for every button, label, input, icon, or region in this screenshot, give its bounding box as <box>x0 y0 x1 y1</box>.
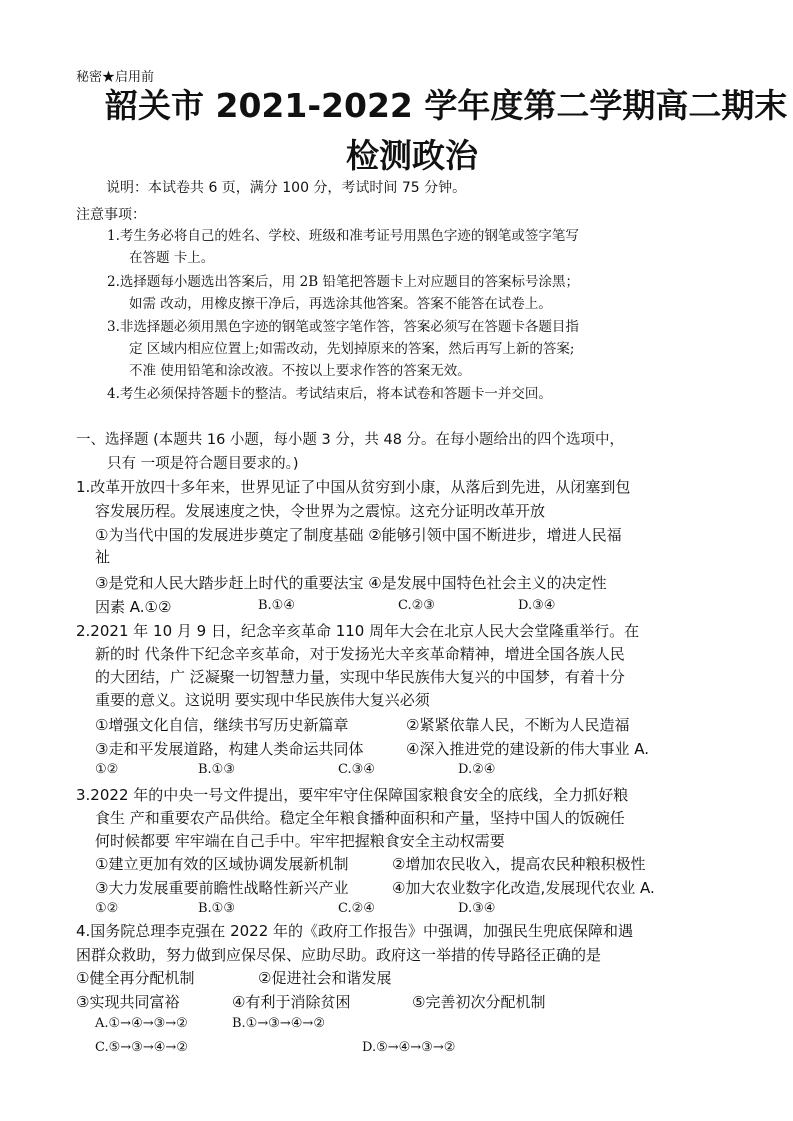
note-line: 3.非选择题必须用黑色字迹的钢笔或签字笔作答，答案必须写在答题卡各题目指 <box>107 319 579 335</box>
question-2-line: 新的时 代条件下纪念辛亥革命，对于发扬光大辛亥革命精神，增进全国各族人民 <box>95 645 625 663</box>
question-1-line: 1.改革开放四十多年来，世界见证了中国从贫穷到小康，从落后到先进，从闭塞到包 <box>76 478 631 496</box>
page-title: 韶关市 2021-2022 学年度第二学期高二期末 <box>105 86 788 125</box>
question-4-line: 4.国务院总理李克强在 2022 年的《政府工作报告》中强调，加强民生兜底保障和遇 <box>76 922 634 940</box>
question-4-choice-c: C.⑤→③→④→② <box>95 1040 188 1055</box>
note-line: 2.选择题每小题选出答案后，用 2B 铅笔把答题卡上对应题目的答案标号涂黑； <box>107 274 579 290</box>
question-2-option: ②紧紧依靠人民，不断为人民造福 <box>406 716 630 734</box>
note-line: 1.考生务必将自己的姓名、学校、班级和准考证号用黑色字迹的钢笔或签字笔写 <box>107 228 579 244</box>
question-2-choice-b: B.①③ <box>198 762 235 777</box>
question-1-choice-b: B.①④ <box>258 598 295 613</box>
question-3-option: ②增加农民收入，提高农民种粮积极性 <box>392 855 646 873</box>
note-line: 在答题 卡上。 <box>129 250 215 266</box>
question-2-line: 重要的意义。这说明 要实现中华民族伟大复兴必须 <box>95 691 430 709</box>
question-1-option: ①为当代中国的发展进步奠定了制度基础 ②能够引领中国不断进步，增进人民福 <box>95 526 622 544</box>
note-line: 4.考生必须保持答题卡的整洁。考试结束后，将本试卷和答题卡一并交回。 <box>107 386 552 402</box>
question-3-option: ①建立更加有效的区域协调发展新机制 <box>95 855 349 873</box>
question-2-choice-c: C.③④ <box>338 762 375 777</box>
question-3-choice-c: C.②④ <box>338 901 375 916</box>
question-2-option: ①增强文化自信，继续书写历史新篇章 <box>95 716 349 734</box>
notes-heading: 注意事项： <box>76 207 146 223</box>
question-3-choice-a: ①② <box>95 901 119 916</box>
question-3-choice-b: B.①③ <box>198 901 235 916</box>
secret-label: 秘密★启用前 <box>76 70 155 85</box>
question-4-option: ①健全再分配机制 <box>76 969 195 987</box>
note-line: 不准 使用铅笔和涂改液。不按以上要求作答的答案无效。 <box>129 363 471 379</box>
section-heading-cont: 只有 一项是符合题目要求的。) <box>107 456 299 472</box>
section-heading: 一、选择题 (本题共 16 小题，每小题 3 分，共 48 分。在每小题给出的四个选项中， <box>76 432 625 448</box>
note-line: 定 区域内相应位置上;如需改动，先划掉原来的答案，然后再写上新的答案; <box>129 341 575 357</box>
question-1-option: 因素 A.①② <box>95 598 172 616</box>
question-3-option: ④加大农业数字化改造,发展现代农业 A. <box>392 879 655 897</box>
question-2-line: 的大团结，广 泛凝聚一切智慧力量，实现中华民族伟大复兴的中国梦，有着十分 <box>95 668 625 686</box>
page-subtitle: 检测政治 <box>346 136 478 175</box>
question-2-choice-d: D.②④ <box>458 762 496 777</box>
question-2-choice-a: ①② <box>95 762 119 777</box>
question-3-line: 食生 产和重要农产品供给。稳定全年粮食播种面积和产量，坚持中国人的饭碗任 <box>95 809 625 827</box>
question-4-option: ②促进社会和谐发展 <box>258 969 392 987</box>
question-1-choice-d: D.③④ <box>518 598 556 613</box>
question-3-option: ③大力发展重要前瞻性战略性新兴产业 <box>95 879 349 897</box>
question-4-choice-a: A.①→④→③→② <box>95 1016 188 1031</box>
question-3-line: 3.2022 年的中央一号文件提出，要牢牢守住保障国家粮食安全的底线，全力抓好粮 <box>76 786 629 804</box>
question-3-choice-d: D.③④ <box>458 901 496 916</box>
question-4-choice-b: B.①→③→④→② <box>232 1016 325 1031</box>
question-4-option: ④有利于消除贫困 <box>232 993 351 1011</box>
question-4-choice-d: D.⑤→④→③→② <box>362 1040 456 1055</box>
question-3-line: 何时候都要 牢牢端在自己手中。牢牢把握粮食安全主动权需要 <box>95 832 505 850</box>
question-1-option: ③是党和人民大踏步赶上时代的重要法宝 ④是发展中国特色社会主义的决定性 <box>95 574 607 592</box>
question-2-option: ③走和平发展道路，构建人类命运共同体 <box>95 740 364 758</box>
question-1-option: 祉 <box>95 548 111 566</box>
question-4-option: ⑤完善初次分配机制 <box>412 993 546 1011</box>
note-line: 如需 改动，用橡皮擦干净后，再选涂其他答案。答案不能答在试卷上。 <box>129 296 552 312</box>
question-2-option: ④深入推进党的建设新的伟大事业 A. <box>406 740 649 758</box>
question-4-option: ③实现共同富裕 <box>76 993 180 1011</box>
question-1-choice-c: C.②③ <box>398 598 435 613</box>
question-1-line: 容发展历程。发展速度之快，令世界为之震惊。这充分证明改革开放 <box>95 502 546 520</box>
exam-description: 说明：本试卷共 6 页，满分 100 分，考试时间 75 分钟。 <box>106 180 467 196</box>
question-4-line: 困群众救助，努力做到应保尽保、应助尽助。政府这一举措的传导路径正确的是 <box>76 946 602 964</box>
question-2-line: 2.2021 年 10 月 9 日，纪念辛亥革命 110 周年大会在北京人民大会堂隆重举行。在 <box>76 622 640 640</box>
